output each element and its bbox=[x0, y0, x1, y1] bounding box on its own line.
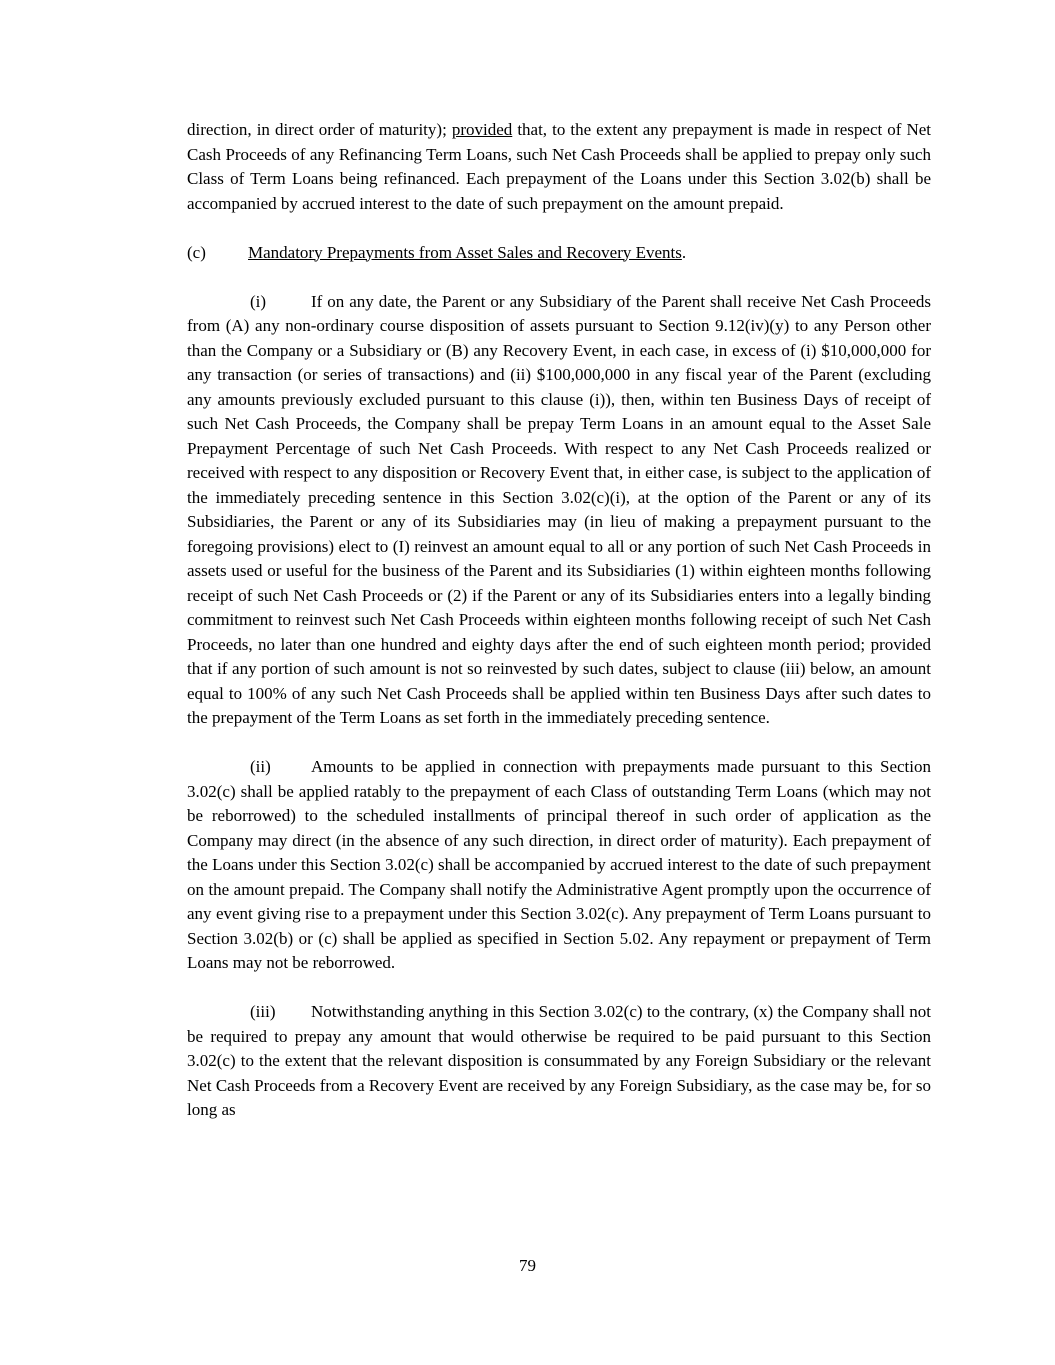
paragraph-iii-label: (iii) bbox=[250, 1002, 276, 1021]
section-c-label: (c) bbox=[187, 242, 206, 262]
paragraph-i bbox=[187, 290, 931, 731]
continuation-text-post: that, to the extent any prepayment is made in respect of Net Cash Proceeds of any Refinancing Term Loans, such Net Cash Proceeds shall be applied to prepay only such Class of Term Loans being refinanced. Each prepayment of the Loans under this Section 3.02(b) shall be accompanied by accrued interest to the date of such prepayment on the amount prepaid. bbox=[187, 120, 932, 213]
paragraph-i-label: (i) bbox=[250, 291, 267, 311]
continuation-paragraph bbox=[187, 118, 931, 216]
section-c-heading bbox=[187, 241, 931, 266]
continuation-text-pre: direction, in direct order of maturity); bbox=[187, 120, 452, 139]
paragraph-ii bbox=[187, 755, 931, 976]
document-body bbox=[187, 118, 931, 1123]
page-number: 79 bbox=[519, 1256, 536, 1275]
paragraph-ii-label: (ii) bbox=[250, 757, 271, 776]
underlined-term-provided: provided bbox=[451, 120, 513, 139]
paragraph-iii-text: Notwithstanding anything in this Section 3.02(c) to the contrary, (x) the Company shall not be required to prepay any amount that would otherwise be required to be paid pursuant to this Section 3.02(c) to the extent that the relevant disposition is consummated by any Foreign Subsidiary or the relevant Net Cash Proceeds from a Recovery Event are received by any Foreign Subsidiary, as the case may be, for so long as bbox=[187, 1002, 931, 1119]
paragraph-iii bbox=[187, 1000, 931, 1123]
section-c-title: Mandatory Prepayments from Asset Sales and Recovery Events bbox=[248, 242, 682, 262]
section-c-title-period: . bbox=[681, 242, 687, 262]
paragraph-i-text: If on any date, the Parent or any Subsidiary of the Parent shall receive Net Cash Proceeds from (A) any non-ordinary course disposition of assets pursuant to Section 9.12(iv)(y) to any Person other than the Company or a Subsidiary or (B) any Recovery Event, in each case, in excess of (i) $10,000,000 for any transaction (or series of transactions) and (ii) $100,000,000 in any fiscal year of the Parent (excluding any amounts previously excluded pursuant to this clause (i)), then, within ten Business Days of receipt of such Net Cash Proceeds, the Company shall be prepay Term Loans in an amount equal to the Asset Sale Prepayment Percentage of such Net Cash Proceeds. With respect to any Net Cash Proceeds realized or received with respect to any disposition or Recovery Event that, in either case, is subject to the application of the immediately preceding sentence in this Section 3.02(c)(i), at the option of the Parent or any of its Subsidiaries, the Parent or any of its Subsidiaries may (in lieu of making a prepayment pursuant to the foregoing provisions) elect to (I) reinvest an amount equal to all or any portion of such Net Cash Proceeds in assets used or useful for the business of the Parent and its Subsidiaries (1) within eighteen months following receipt of such Net Cash Proceeds or (2) if the Parent or any of its Subsidiaries enters into a legally binding commitment to reinvest such Net Cash Proceeds within eighteen months following receipt of such Net Cash Proceeds, no later than one hundred and eighty days after the end of such eighteen month period; provided that if any portion of such amount is not so reinvested by such dates, subject to clause (iii) below, an amount equal to 100% of any such Net Cash Proceeds shall be applied within ten Business Days after such dates to the prepayment of the Term Loans as set forth in the immediately preceding sentence. bbox=[187, 291, 931, 727]
paragraph-ii-text: Amounts to be applied in connection with prepayments made pursuant to this Section 3.02(c) shall be applied ratably to the prepayment of each Class of outstanding Term Loans (which may not be reborrowed) to the scheduled installments of principal thereof in such order of application as the Company may direct (in the absence of any such direction, in direct order of maturity). Each prepayment of the Loans under this Section 3.02(c) shall be accompanied by accrued interest to the date of such prepayment on the amount prepaid. The Company shall notify the Administrative Agent promptly upon the occurrence of any event giving rise to a prepayment under this Section 3.02(c). Any prepayment of Term Loans pursuant to Section 3.02(b) or (c) shall be applied as specified in Section 5.02. Any repayment or prepayment of Term Loans may not be reborrowed. bbox=[187, 757, 931, 972]
